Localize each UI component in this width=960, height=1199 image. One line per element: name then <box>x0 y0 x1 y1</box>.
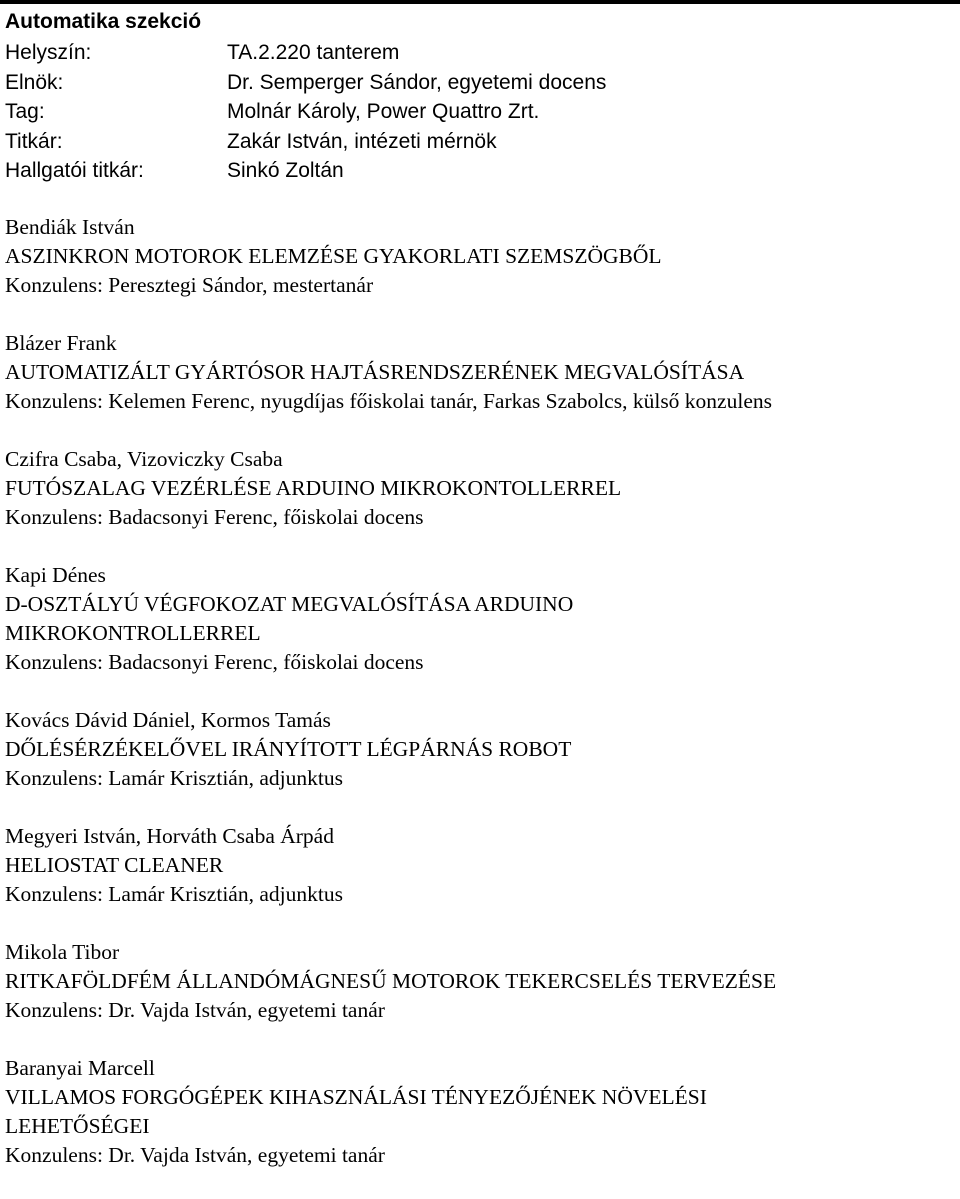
entry-title: RITKAFÖLDFÉM ÁLLANDÓMÁGNESŰ MOTOROK TEKERCSELÉS TERVEZÉSE <box>5 969 777 993</box>
entry-consultant: Konzulens: Dr. Vajda István, egyetemi tanár <box>5 1143 385 1167</box>
entry-title: VILLAMOS FORGÓGÉPEK KIHASZNÁLÁSI TÉNYEZŐJÉNEK NÖVELÉSI LEHETŐSÉGEI <box>5 1085 707 1138</box>
entry-consultant: Konzulens: Badacsonyi Ferenc, főiskolai docens <box>5 505 424 529</box>
info-value: Sinkó Zoltán <box>227 159 344 182</box>
info-value: Zakár István, intézeti mérnök <box>227 129 497 153</box>
entry-consultant: Konzulens: Peresztegi Sándor, mestertanár <box>5 273 374 297</box>
entry-authors: Mikola Tibor <box>5 940 120 964</box>
entry-authors: Baranyai Marcell <box>5 1056 155 1080</box>
info-value: Dr. Semperger Sándor, egyetemi docens <box>227 70 607 94</box>
entry-consultant: Konzulens: Lamár Krisztián, adjunktus <box>5 766 343 790</box>
entry-authors: Kovács Dávid Dániel, Kormos Tamás <box>5 708 331 732</box>
info-label: Helyszín: <box>5 41 92 64</box>
presentation-entry <box>5 938 955 1025</box>
presentation-entry <box>5 329 955 416</box>
top-rule <box>0 0 960 4</box>
info-label: Elnök: <box>5 70 64 94</box>
section-title: Automatika szekció <box>5 10 202 33</box>
entry-authors: Czifra Csaba, Vizoviczky Csaba <box>5 447 283 471</box>
presentation-entry <box>5 706 955 793</box>
entry-title: DŐLÉSÉRZÉKELŐVEL IRÁNYÍTOTT LÉGPÁRNÁS ROBOT <box>5 737 572 761</box>
entry-authors: Blázer Frank <box>5 331 117 355</box>
entry-title: D-OSZTÁLYÚ VÉGFOKOZAT MEGVALÓSÍTÁSA ARDUINO MIKROKONTROLLERREL <box>5 592 574 645</box>
info-value: Molnár Károly, Power Quattro Zrt. <box>227 100 540 123</box>
entry-consultant: Konzulens: Lamár Krisztián, adjunktus <box>5 882 343 906</box>
entry-authors: Kapi Dénes <box>5 563 106 587</box>
presentation-entry <box>5 561 955 677</box>
entry-consultant: Konzulens: Dr. Vajda István, egyetemi tanár <box>5 998 385 1022</box>
presentation-entry <box>5 1054 955 1170</box>
entry-consultant: Konzulens: Kelemen Ferenc, nyugdíjas főiskolai tanár, Farkas Szabolcs, külső konzulens <box>5 389 772 413</box>
presentation-entry <box>5 822 955 909</box>
entry-authors: Bendiák István <box>5 215 135 239</box>
info-label: Tag: <box>5 100 45 123</box>
presentation-list <box>5 213 955 1199</box>
entry-title: ASZINKRON MOTOROK ELEMZÉSE GYAKORLATI SZEMSZÖGBŐL <box>5 244 662 268</box>
entry-consultant: Konzulens: Badacsonyi Ferenc, főiskolai docens <box>5 650 424 674</box>
entry-authors: Megyeri István, Horváth Csaba Árpád <box>5 824 334 848</box>
entry-title: AUTOMATIZÁLT GYÁRTÓSOR HAJTÁSRENDSZERÉNEK MEGVALÓSÍTÁSA <box>5 360 745 384</box>
info-label: Titkár: <box>5 129 63 153</box>
info-label: Hallgatói titkár: <box>5 159 144 182</box>
presentation-entry <box>5 213 955 300</box>
presentation-entry <box>5 445 955 532</box>
info-value: TA.2.220 tanterem <box>227 41 400 64</box>
entry-title: HELIOSTAT CLEANER <box>5 853 224 877</box>
entry-title: FUTÓSZALAG VEZÉRLÉSE ARDUINO MIKROKONTOLLERREL <box>5 476 622 500</box>
